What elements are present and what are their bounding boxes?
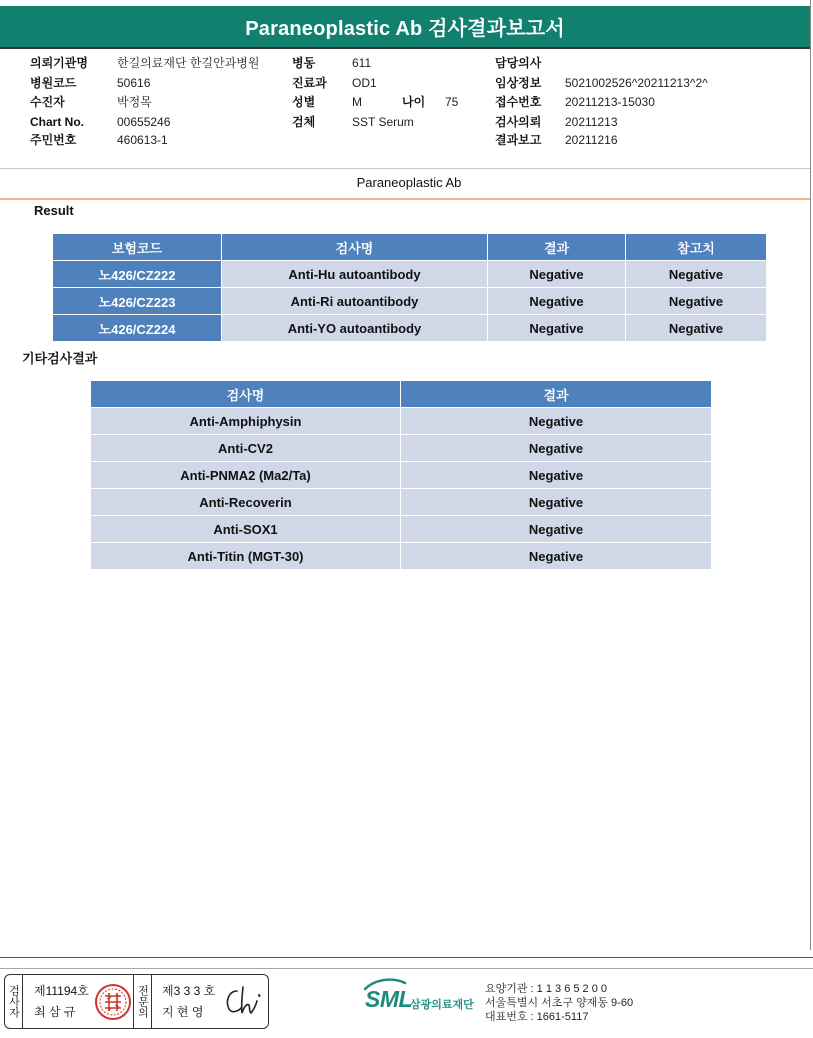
chart-no-value: 00655246 [117,115,171,129]
physician-label: 담당의사 [495,56,542,70]
other-row-result: Negative [401,462,711,488]
resident-no-value: 460613-1 [117,133,168,147]
report-date-value: 20211216 [565,133,618,147]
sex-value: M [352,95,362,109]
institution-label: 의뢰기관명 [30,56,88,70]
sex-label: 성별 [292,95,316,109]
other-header-test: 검사명 [91,381,400,407]
patient-name-label: 수진자 [30,95,65,109]
clinical-info-value: 5021002526^20211213^2^ [565,76,708,90]
hospital-code-label: 병원코드 [30,76,77,90]
report-title: Paraneoplastic Ab 검사결과보고서 [245,18,565,40]
clinical-info-label: 임상정보 [495,76,542,90]
institution-value: 한길의료재단 한길안과병원 [117,56,260,70]
request-date-label: 검사의뢰 [495,115,542,129]
result-row-test: Anti-Hu autoantibody [222,261,487,287]
other-row-test: Anti-Recoverin [91,489,400,515]
tester-role: 검사자 [5,975,23,1028]
resident-no-label: 주민번호 [30,133,77,147]
signature-box [4,974,269,1029]
chart-no-label: Chart No. [30,115,84,129]
other-row-test: Anti-Titin (MGT-30) [91,543,400,569]
result-table [53,234,766,341]
signature-icon [221,983,265,1019]
hospital-code-value: 50616 [117,76,151,90]
seal-icon [94,983,132,1021]
patient-name-value: 박정목 [117,95,152,109]
result-row-result: Negative [488,288,625,314]
age-label: 나이 [402,95,426,109]
result-heading: Result [34,203,74,218]
receipt-no-value: 20211213-15030 [565,95,655,109]
result-row-test: Anti-Ri autoantibody [222,288,487,314]
report-title-bar [0,6,810,49]
department-label: 진료과 [292,76,327,90]
specialist-license: 제3 3 3 호 [162,984,216,998]
other-row-test: Anti-PNMA2 (Ma2/Ta) [91,462,400,488]
other-row-test: Anti-Amphiphysin [91,408,400,434]
tester-license: 제11194호 [34,984,89,998]
organization-address: 서울특별시 서초구 양재동 9-60 [485,997,634,1009]
specimen-value: SST Serum [352,115,414,129]
other-row-test: Anti-CV2 [91,435,400,461]
result-row-code: 노426/CZ224 [53,315,221,341]
other-row-test: Anti-SOX1 [91,516,400,542]
result-row-code: 노426/CZ223 [53,288,221,314]
section-accent-line [0,198,810,200]
sml-logo: SML [365,986,413,1012]
other-row-result: Negative [401,516,711,542]
organization-phone: 대표번호 : 1661-5117 [485,1011,589,1023]
department-value: OD1 [352,76,377,90]
other-row-result: Negative [401,408,711,434]
other-row-result: Negative [401,543,711,569]
other-results-heading: 기타검사결과 [22,351,98,366]
page-right-border [810,0,811,950]
request-date-value: 20211213 [565,115,618,129]
ward-label: 병동 [292,56,316,70]
other-row-result: Negative [401,435,711,461]
result-row-result: Negative [488,315,625,341]
result-header-result: 결과 [488,234,625,260]
specialist-name: 지 현 영 [162,1005,204,1019]
report-date-label: 결과보고 [495,133,542,147]
age-value: 75 [445,95,459,109]
specimen-label: 검체 [292,115,316,129]
other-row-result: Negative [401,489,711,515]
specialist-role: 전문의 [133,975,152,1028]
receipt-no-label: 접수번호 [495,95,542,109]
section-title: Paraneoplastic Ab [356,175,462,190]
other-header-result: 결과 [401,381,711,407]
institution-number: 요양기관 : 1 1 3 6 5 2 0 0 [485,983,608,995]
result-row-reference: Negative [626,261,766,287]
result-row-code: 노426/CZ222 [53,261,221,287]
footer-rule-bottom [0,968,813,969]
result-row-result: Negative [488,261,625,287]
organization-name: 삼광의료재단 [410,999,474,1011]
result-header-reference: 참고치 [626,234,766,260]
footer-rule-top [0,957,813,958]
other-results-table [91,381,711,569]
tester-name: 최 삼 규 [34,1005,76,1019]
ward-value: 611 [352,56,372,70]
result-header-test: 검사명 [222,234,487,260]
result-row-reference: Negative [626,288,766,314]
result-row-test: Anti-YO autoantibody [222,315,487,341]
result-row-reference: Negative [626,315,766,341]
result-header-code: 보험코드 [53,234,221,260]
section-divider [0,168,810,169]
